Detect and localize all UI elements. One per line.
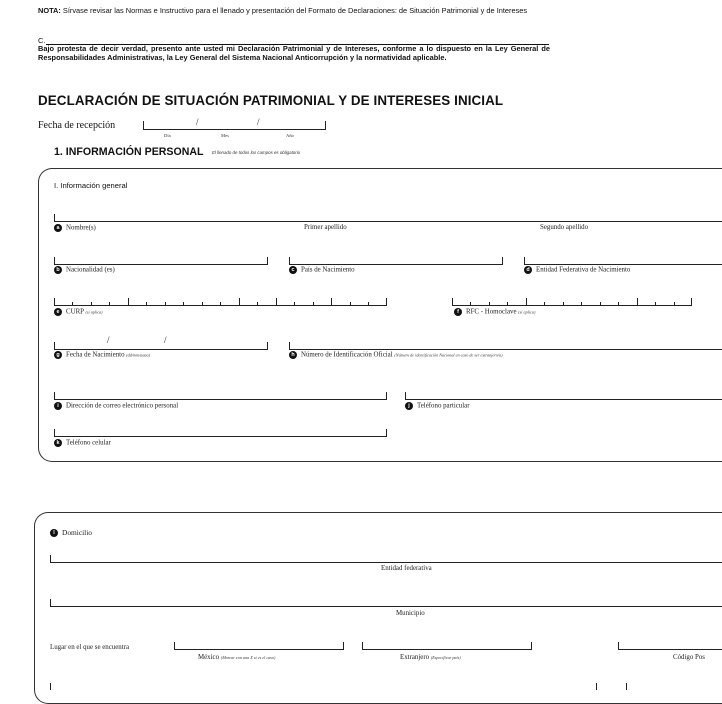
marker-g: g bbox=[54, 351, 62, 359]
marker-i: i bbox=[54, 402, 62, 410]
pais-nacimiento-label: c País de Nacimiento bbox=[289, 266, 355, 274]
domicilio-box bbox=[34, 512, 722, 704]
rfc-label: f RFC - Homoclave (si aplica) bbox=[454, 308, 535, 316]
protesta-text: Bajo protesta de decir verdad, presento ante usted mi Declaración Patrimonial y de Intereses, conforme a lo dispuesto en la Ley General de Responsabilidades Administrativas, la Ley General del Sistema Nacional Anticorrupción y la normatividad aplicable. bbox=[38, 44, 550, 62]
num-identificacion-label: h Número de Identificación Oficial (Número de identificación Nacional en caso de ser extranjero/a) bbox=[289, 351, 502, 359]
fecha-recepcion-field[interactable] bbox=[143, 119, 326, 131]
nacionalidad-label: b Nacionalidad (es) bbox=[54, 266, 115, 274]
fecha-sep-1: / bbox=[196, 117, 199, 127]
municipio-label: Municipio bbox=[396, 610, 425, 617]
fecha-dia-label: Día bbox=[164, 133, 171, 138]
fecha-nacimiento-label: g Fecha de Nacimiento (dd/mm/aaaa) bbox=[54, 351, 150, 359]
fecha-nacimiento-field[interactable] bbox=[54, 335, 268, 351]
marker-c: c bbox=[289, 266, 297, 274]
nacionalidad-field[interactable] bbox=[54, 256, 268, 266]
entidad-nacimiento-field[interactable] bbox=[524, 256, 722, 266]
codigo-postal-field[interactable] bbox=[618, 641, 722, 651]
codigo-postal-label: Código Pos bbox=[673, 654, 705, 661]
section1-note: El llenado de todos los campos es obligatorio bbox=[212, 150, 301, 155]
fecha-anio-label: Año bbox=[286, 133, 294, 138]
marker-j: j bbox=[405, 402, 413, 410]
lugar-label: Lugar en el que se encuentra bbox=[50, 644, 130, 651]
telefono-celular-label: k Teléfono celular bbox=[54, 439, 111, 447]
marker-a: a bbox=[54, 224, 62, 232]
nombre-field[interactable] bbox=[54, 213, 722, 223]
fecha-nac-sep-1: / bbox=[107, 335, 110, 345]
page-title: DECLARACIÓN DE SITUACIÓN PATRIMONIAL Y DE INTERESES INICIAL bbox=[38, 93, 504, 108]
fecha-nac-sep-2: / bbox=[164, 335, 167, 345]
c-label: C. bbox=[38, 36, 46, 45]
fecha-mes-label: Mes bbox=[221, 133, 229, 138]
nota-body: Sírvase revisar las Normas e Instructivo para el llenado y presentación del Formato de Declaraciones: de Situación Patrimonial y de Intereses bbox=[60, 6, 528, 15]
entidad-federativa-field[interactable] bbox=[50, 554, 722, 564]
marker-f: f bbox=[454, 308, 462, 316]
marker-e: e bbox=[54, 308, 62, 316]
extranjero-label: Extranjero (Especificar país) bbox=[400, 654, 461, 661]
marker-b: b bbox=[54, 266, 62, 274]
info-general-subtitle: I. Información general bbox=[54, 181, 128, 190]
segundo-apellido-label: Segundo apellido bbox=[540, 224, 589, 231]
num-identificacion-field[interactable] bbox=[289, 339, 722, 351]
primer-apellido-label: Primer apellido bbox=[304, 224, 347, 231]
nombre-label: a Nombre(s) bbox=[54, 224, 96, 232]
rfc-field[interactable] bbox=[452, 297, 692, 307]
correo-field[interactable] bbox=[54, 391, 387, 401]
entidad-federativa-label: Entidad federativa bbox=[381, 565, 432, 572]
curp-field[interactable] bbox=[54, 297, 387, 307]
mexico-label: México (Marcar con una X si es el caso) bbox=[198, 654, 276, 661]
pais-nacimiento-field[interactable] bbox=[289, 256, 503, 266]
municipio-field[interactable] bbox=[50, 598, 722, 608]
marker-l: l bbox=[50, 529, 58, 537]
fecha-recepcion-label: Fecha de recepción bbox=[38, 120, 116, 131]
telefono-particular-label: j Teléfono particular bbox=[405, 402, 470, 410]
telefono-celular-field[interactable] bbox=[54, 428, 387, 438]
fecha-sep-2: / bbox=[257, 117, 260, 127]
domicilio-label: l Domicilio bbox=[50, 528, 92, 537]
nota-label: NOTA: bbox=[38, 6, 61, 15]
mexico-field[interactable] bbox=[174, 641, 344, 651]
marker-h: h bbox=[289, 351, 297, 359]
nota-text bbox=[38, 6, 550, 15]
curp-label: e CURP (si aplica) bbox=[54, 308, 103, 316]
section1-title: 1. INFORMACIÓN PERSONAL bbox=[54, 146, 204, 158]
marker-d: d bbox=[524, 266, 532, 274]
entidad-nacimiento-label: d Entidad Federativa de Nacimiento bbox=[524, 266, 630, 274]
extranjero-field[interactable] bbox=[362, 641, 532, 651]
marker-k: k bbox=[54, 439, 62, 447]
telefono-particular-field[interactable] bbox=[405, 391, 722, 401]
correo-label: i Dirección de correo electrónico personal bbox=[54, 402, 178, 410]
